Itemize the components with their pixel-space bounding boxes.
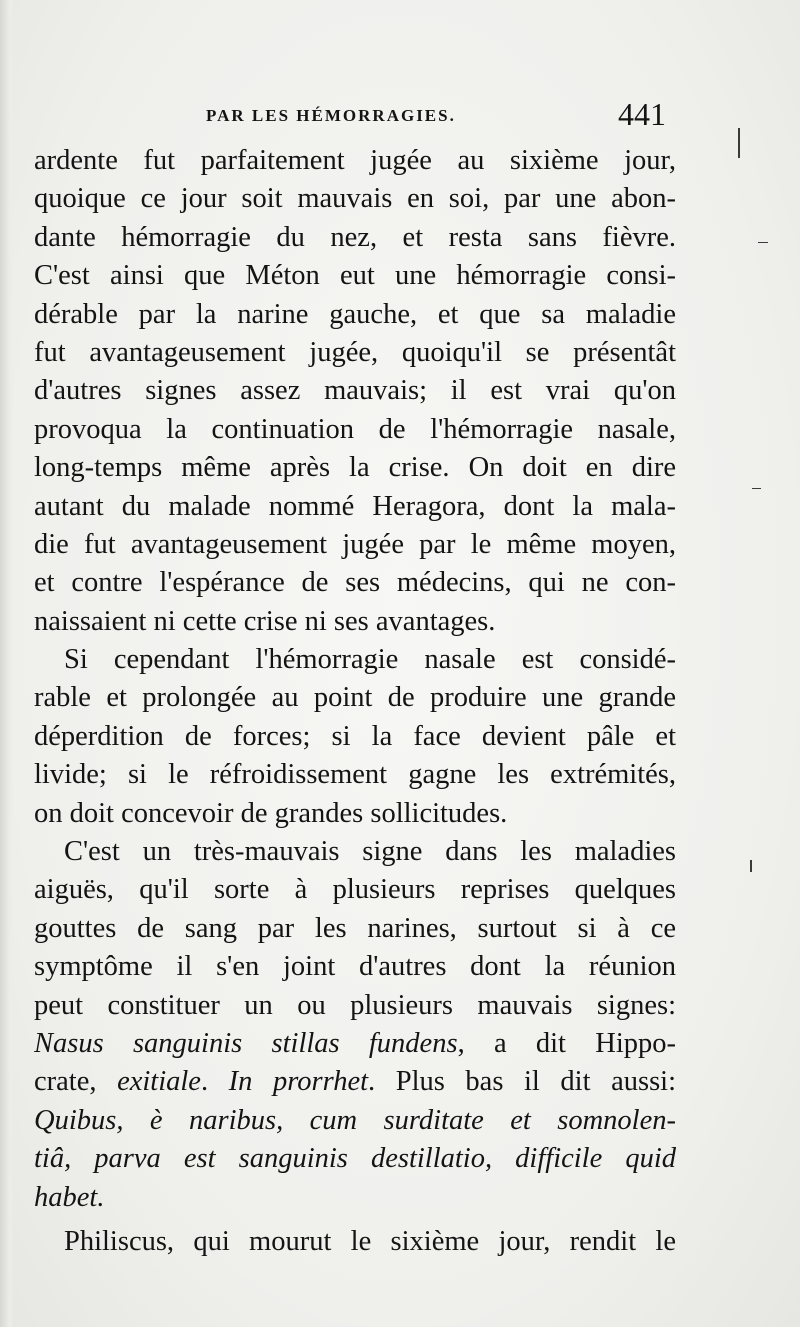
citation: In prorrhet — [228, 1066, 369, 1098]
text-line: C'est ainsi que Méton eut une hémorragie consi- — [34, 260, 676, 292]
margin-mark — [758, 242, 768, 243]
text-line: déperdition de forces; si la face devient pâle et — [34, 720, 676, 752]
text-line: naissaient ni cette crise ni ses avantages. — [34, 605, 496, 637]
text-fragment: , a dit Hippo- — [457, 1027, 676, 1059]
text-line — [34, 1025, 676, 1063]
margin-mark — [750, 860, 752, 872]
text-line: provoqua la continuation de l'hémorragie nasale, — [34, 413, 676, 445]
latin-quote: habet. — [34, 1181, 105, 1213]
text-fragment: . — [200, 1066, 229, 1098]
text-line — [34, 1063, 676, 1101]
latin-quote: tiâ, parva est sanguinis destillatio, difficile quid — [34, 1143, 676, 1175]
page-header — [0, 96, 800, 134]
latin-quote: Nasus sanguinis stillas fundens — [34, 1027, 458, 1059]
text-line: C'est un très-mauvais signe dans les maladies — [64, 836, 676, 868]
text-line — [34, 1179, 676, 1217]
text-fragment: crate, — [34, 1066, 118, 1098]
latin-quote: Quibus, è naribus, cum surditate et somnolen- — [34, 1104, 676, 1136]
text-line: Philiscus, qui mourut le sixième jour, rendit le — [64, 1225, 676, 1257]
text-line: d'autres signes assez mauvais; il est vrai qu'on — [34, 375, 676, 407]
text-line: die fut avantageusement jugée par le même moyen, — [34, 528, 676, 560]
text-line: dérable par la narine gauche, et que sa maladie — [34, 298, 676, 330]
text-line: dante hémorragie du nez, et resta sans fièvre. — [34, 221, 676, 253]
text-line: et contre l'espérance de ses médecins, qui ne con- — [34, 567, 676, 599]
margin-mark — [752, 488, 761, 489]
text-line: on doit concevoir de grandes sollicitudes. — [34, 797, 508, 829]
page-gutter-shadow — [0, 0, 14, 1327]
text-line: long-temps même après la crise. On doit en dire — [34, 452, 676, 484]
text-line: livide; si le réfroidissement gagne les extrémités, — [34, 759, 676, 791]
text-line: fut avantageusement jugée, quoiqu'il se présentât — [34, 336, 676, 368]
page-number: 441 — [618, 96, 666, 132]
text-fragment: . Plus bas il dit aussi: — [368, 1066, 676, 1098]
running-head: PAR LES HÉMORRAGIES. — [206, 106, 456, 125]
text-line: rable et prolongée au point de produire une grande — [34, 682, 676, 714]
body-text — [34, 142, 676, 1261]
text-line: Si cependant l'hémorragie nasale est considé- — [64, 644, 676, 676]
text-line: gouttes de sang par les narines, surtout si à ce — [34, 912, 676, 944]
text-line: autant du malade nommé Heragora, dont la mala- — [34, 490, 676, 522]
text-line: peut constituer un ou plusieurs mauvais signes: — [34, 989, 676, 1021]
text-line: symptôme il s'en joint d'autres dont la réunion — [34, 951, 676, 983]
latin-word: exitiale — [117, 1066, 201, 1098]
text-line: quoique ce jour soit mauvais en soi, par une abon- — [34, 183, 676, 215]
text-line: aiguës, qu'il sorte à plusieurs reprises quelques — [34, 874, 676, 906]
text-line: ardente fut parfaitement jugée au sixième jour, — [34, 145, 676, 176]
text-line — [34, 1140, 676, 1178]
text-line — [34, 1102, 676, 1140]
